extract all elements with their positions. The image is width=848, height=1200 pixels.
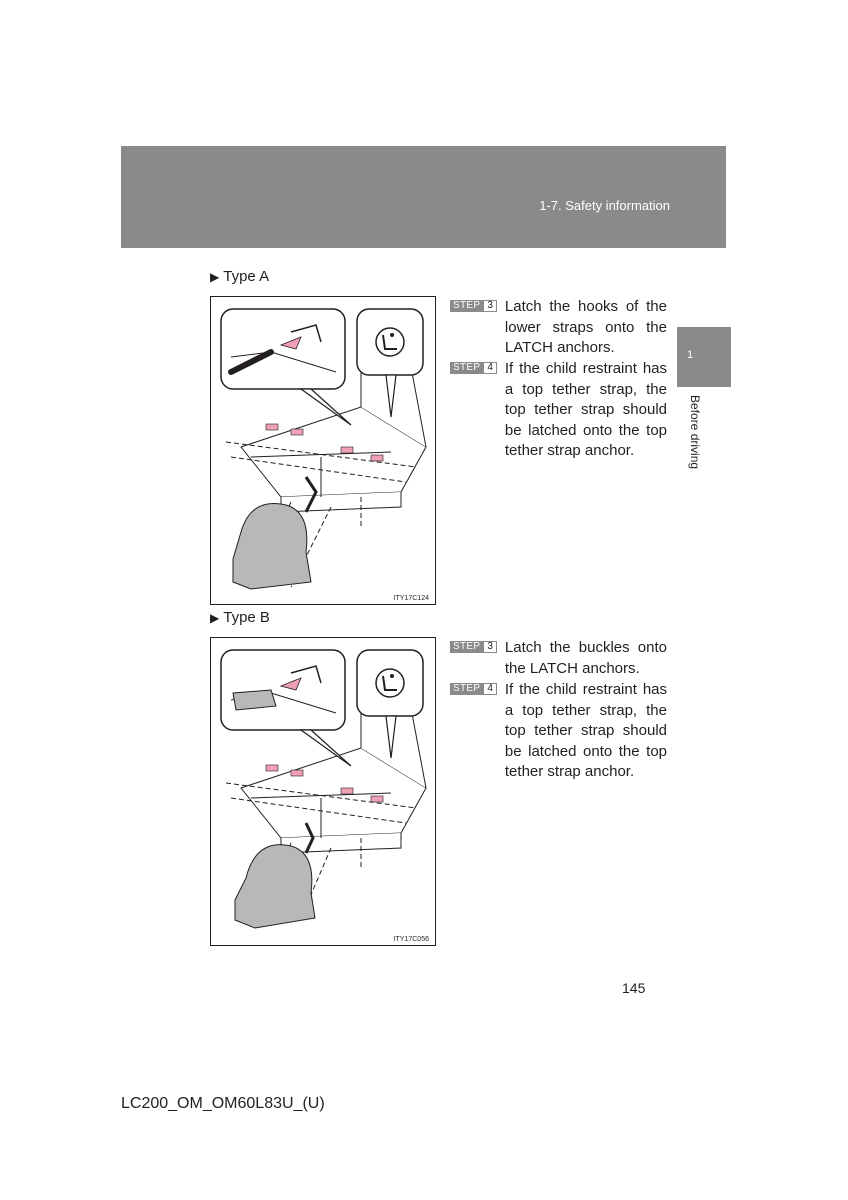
type-b-figure bbox=[210, 637, 436, 946]
type-a-step-4 bbox=[450, 359, 667, 462]
step-number: 4 bbox=[483, 362, 497, 374]
type-b-step-4 bbox=[450, 680, 667, 783]
step-badge: STEP 3 bbox=[450, 641, 497, 653]
step-number: 4 bbox=[483, 683, 497, 695]
type-a-step-3 bbox=[450, 297, 667, 359]
chapter-number: 1 bbox=[687, 349, 694, 361]
triangle-right-icon: ▶ bbox=[210, 270, 220, 284]
anchor-zoom-callout bbox=[221, 309, 345, 389]
type-a-heading bbox=[210, 268, 269, 285]
triangle-right-icon: ▶ bbox=[210, 611, 220, 625]
child-seat-illustration bbox=[235, 845, 315, 928]
step-badge: STEP 4 bbox=[450, 362, 497, 374]
type-b-step-3 bbox=[450, 638, 667, 679]
step-number: 3 bbox=[483, 641, 497, 653]
step-badge: STEP 4 bbox=[450, 683, 497, 695]
child-seat-illustration bbox=[233, 504, 311, 589]
type-a-figure bbox=[210, 296, 436, 605]
figure-code: ITY17C124 bbox=[393, 595, 429, 602]
type-b-heading-text: Type B bbox=[223, 609, 270, 626]
section-title: 1-7. Safety information bbox=[539, 198, 670, 213]
type-a-heading-text: Type A bbox=[223, 268, 270, 285]
type-b-heading bbox=[210, 609, 270, 626]
step-number: 3 bbox=[483, 300, 497, 312]
figure-code: ITY17C056 bbox=[393, 936, 429, 943]
document-code: LC200_OM_OM60L83U_(U) bbox=[121, 1095, 325, 1112]
header-band bbox=[121, 146, 726, 248]
child-seat-latch-icon bbox=[376, 669, 404, 697]
chapter-tab bbox=[677, 327, 731, 387]
step-text: Latch the buckles onto the LATCH anchors. bbox=[504, 639, 667, 677]
page-number: 145 bbox=[622, 980, 646, 996]
step-text: If the child restraint has a top tether strap, the top tether strap should be latched onto the top tether strap anchor. bbox=[504, 681, 667, 780]
chapter-label: Before driving bbox=[688, 395, 702, 470]
anchor-zoom-callout bbox=[221, 650, 345, 730]
child-seat-latch-icon bbox=[376, 328, 404, 356]
step-text: If the child restraint has a top tether strap, the top tether strap should be latched onto the top tether strap anchor. bbox=[504, 360, 667, 459]
step-text: Latch the hooks of the lower straps onto the LATCH anchors. bbox=[504, 298, 667, 356]
step-badge: STEP 3 bbox=[450, 300, 497, 312]
